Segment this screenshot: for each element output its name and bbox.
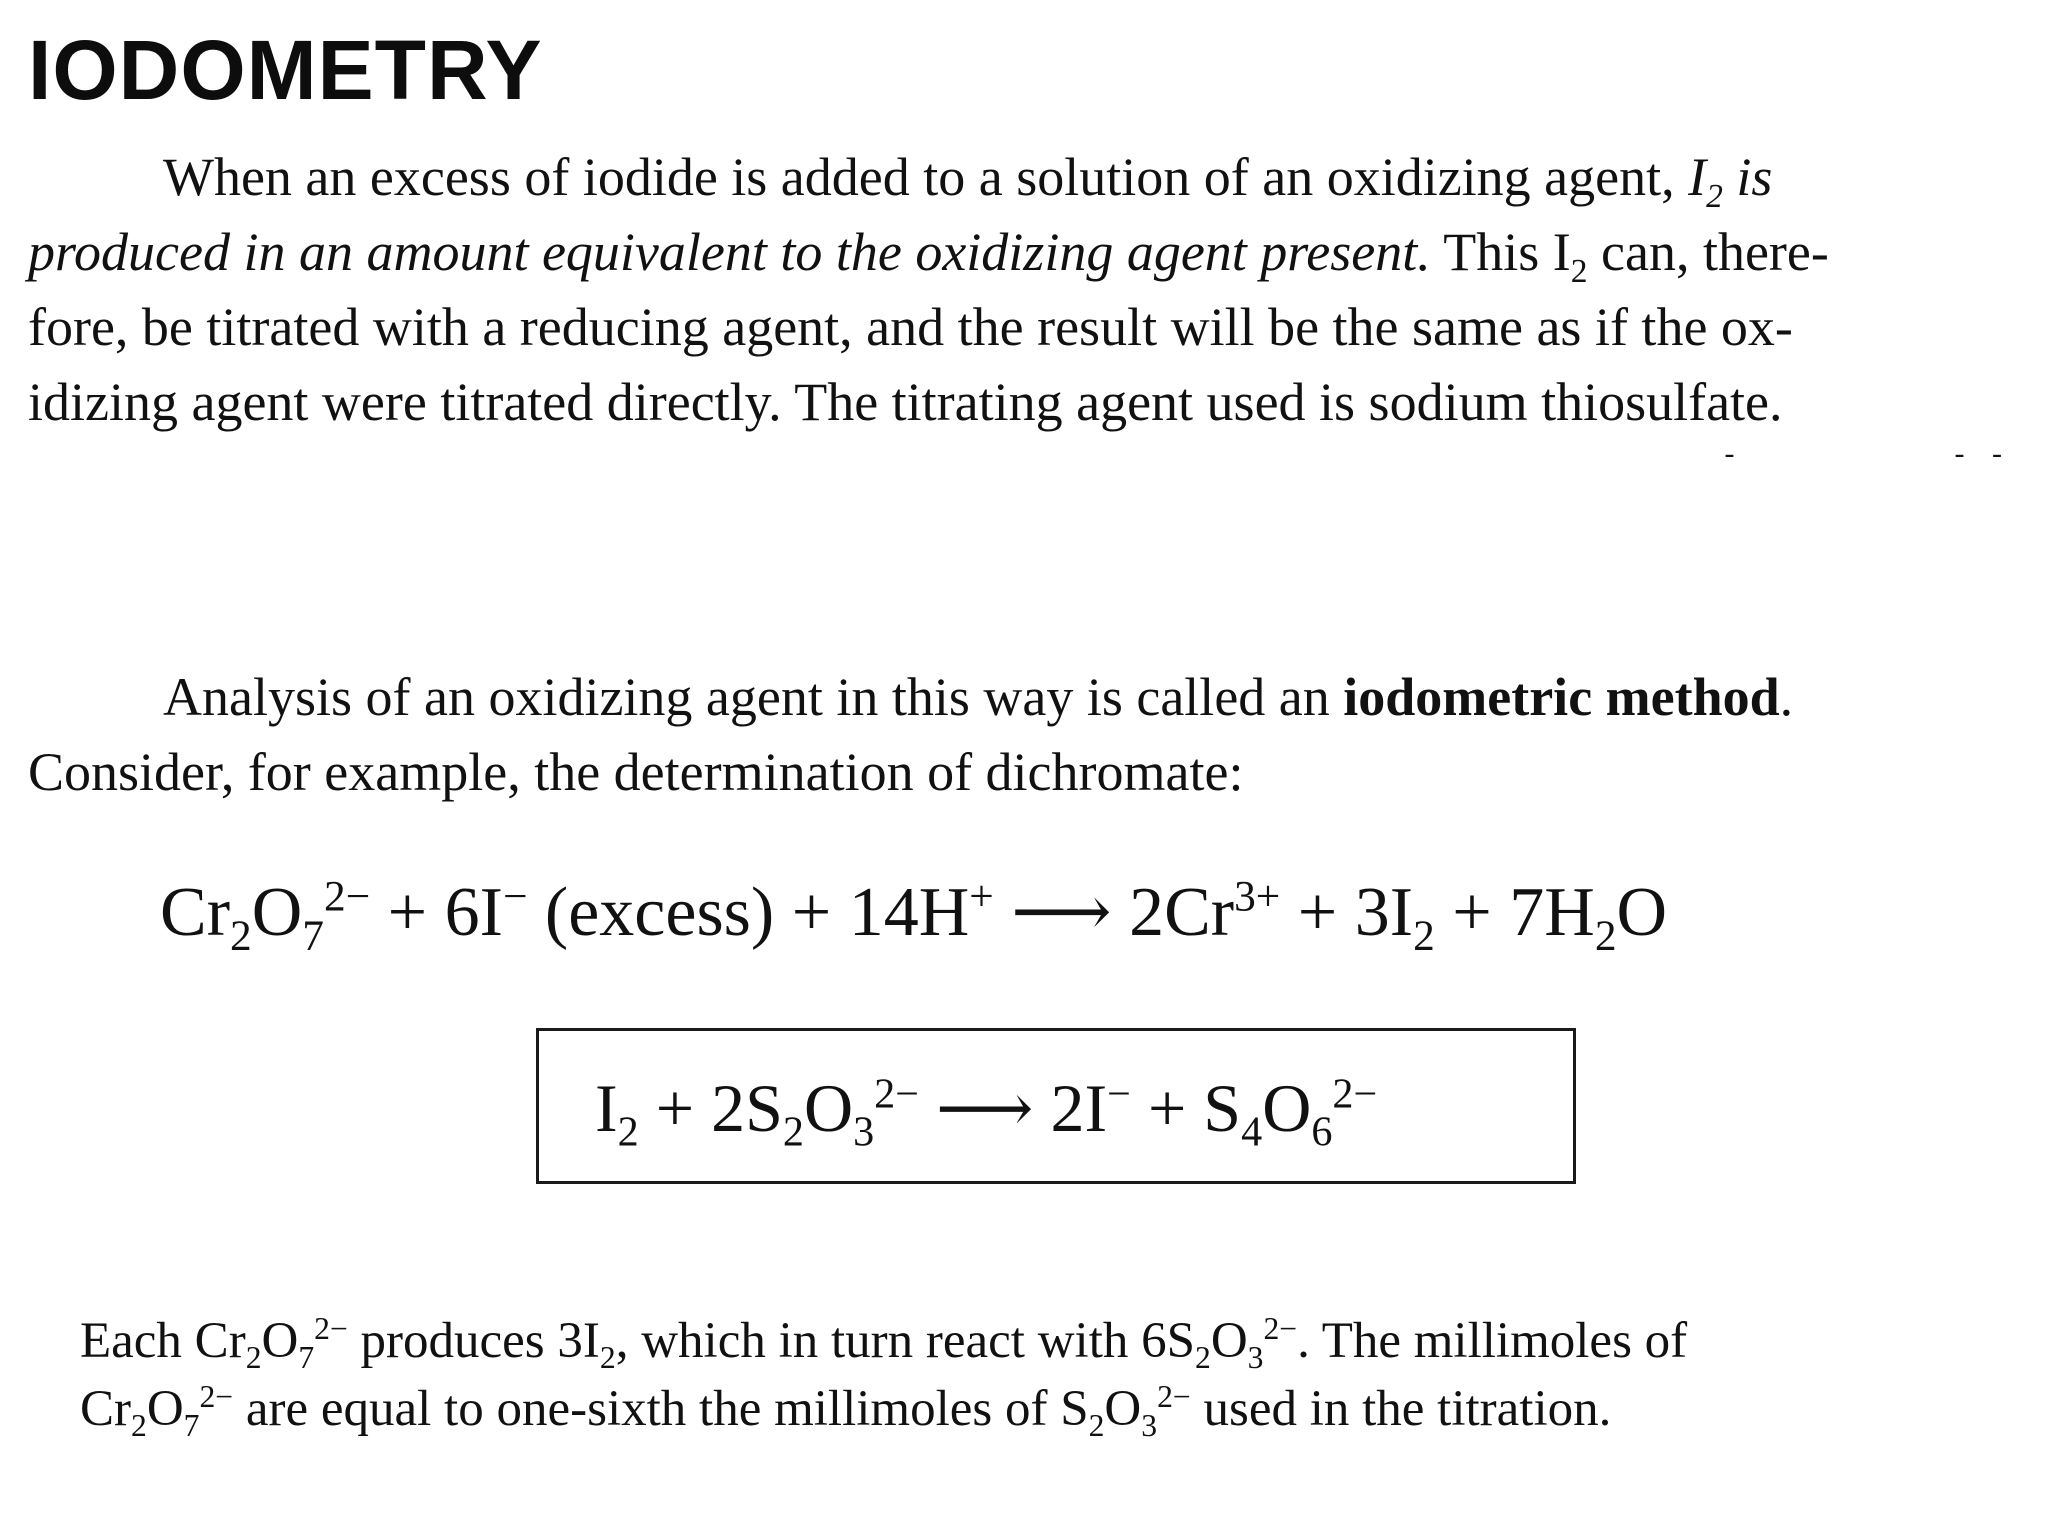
line: Each $Cr_2O_7^{2-}$ produces $3I_2$, which in turn react with $6S_2O_3^{2-}$. The millimoles of [80,1311,1688,1376]
paragraph-iodometric-method [28,660,2018,810]
line: When an excess of iodide is added to a solution of an oxidizing agent, $I_2$ is [163,147,1773,215]
line: idizing agent were titrated directly. The titrating agent used is sodium thiosulfate. [28,372,1783,432]
equation-dichromate-iodide: $Cr_2O_7^{2-} + 6I^-$ (excess) + 14H+ ⟶ $2Cr^{3+} + 3I_2 + 7H_2O$ [160,872,1668,960]
line: produced in an amount equivalent to the oxidizing agent present. This $I_2$ can, there- [28,222,1829,290]
page-title: IODOMETRY [28,23,543,117]
scan-marks: - - - [1724,437,2012,470]
paragraph-stoichiometry [80,1307,1980,1443]
bold-term: iodometric method [1343,667,1780,727]
equation-iodine-thiosulfate: $I_2 + 2S_2O_3^{2-}$ ⟶ $2I^- + S_4O_6^{2-}$ [595,1070,1378,1156]
paragraph-iodometry-intro [28,140,2018,470]
line: Consider, for example, the determination of dichromate: [28,742,1244,802]
line: $Cr_2O_7^{2-}$ are equal to one-sixth the millimoles of $S_2O_3^{2-}$ used in the titration. [80,1379,1612,1444]
line: fore, be titrated with a reducing agent, and the result will be the same as if the ox- [28,297,1793,357]
boxed-equation [536,1028,1576,1184]
line: Analysis of an oxidizing agent in this way is called an iodometric method. [163,667,1794,727]
